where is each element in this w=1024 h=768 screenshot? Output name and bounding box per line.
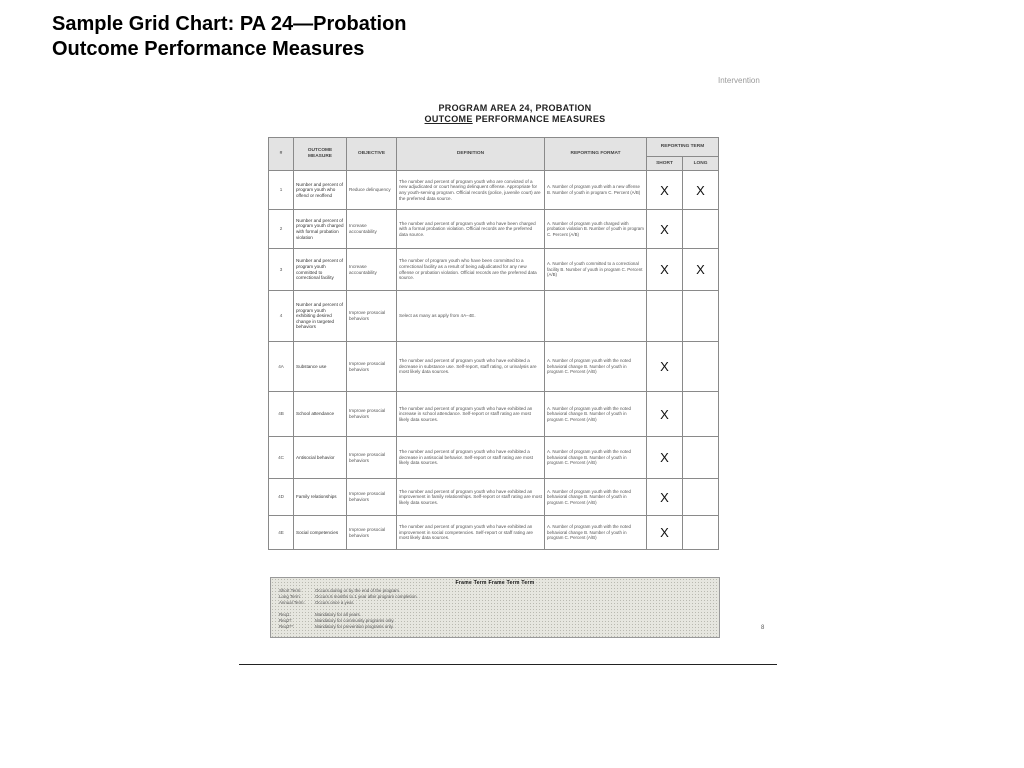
cell-format: A. Number of youth committed to a correctional facility B. Number of youth in program C. Percent (A/B): [545, 249, 647, 291]
cell-definition: The number and percent of program youth who have exhibited an increase in school attendance. Self-report or staff rating are most likely data sources.: [397, 392, 545, 437]
table-row: [269, 516, 719, 550]
document-heading: [380, 103, 650, 125]
cell-num: 3: [269, 249, 294, 291]
document-heading-line2: [380, 114, 650, 125]
legend-term: Annual Term:: [279, 600, 305, 605]
cell-definition: Select as many as apply from 4A–4E.: [397, 291, 545, 342]
cell-format: A. Number of program youth with the noted behavioral change B. Number of youth in program C. Percent (A/B): [545, 392, 647, 437]
table-row: [269, 392, 719, 437]
table-row: [269, 210, 719, 249]
legend-term: Req2*:: [279, 618, 293, 623]
cell-objective: Increase accountability: [347, 210, 397, 249]
cell-measure: Number and percent of program youth charged with formal probation violation: [294, 210, 347, 249]
legend-term: Long Term:: [279, 594, 301, 599]
header-outcome-measure: OUTCOME MEASURE: [294, 138, 347, 171]
cell-long: [683, 342, 719, 392]
legend-title: Frame Term Frame Term Term: [455, 580, 535, 586]
cell-measure: Antisocial behavior: [294, 437, 347, 479]
cell-num: 4D: [269, 479, 294, 516]
cell-long: [683, 291, 719, 342]
legend-row: [279, 588, 400, 594]
cell-short: X: [647, 342, 683, 392]
legend-desc: Occurs during or by the end of the program.: [315, 588, 401, 593]
cell-short: X: [647, 392, 683, 437]
cell-format: A. Number of program youth charged with probation violation B. Number of youth in program C. Percent (A/B): [545, 210, 647, 249]
document-heading-line1: PROGRAM AREA 24, PROBATION: [438, 103, 592, 113]
cell-short: X: [647, 249, 683, 291]
table-row: [269, 342, 719, 392]
table-row: [269, 291, 719, 342]
cell-objective: Improve prosocial behaviors: [347, 437, 397, 479]
cell-objective: Improve prosocial behaviors: [347, 392, 397, 437]
cell-measure: Number and percent of program youth who offend or reoffend: [294, 171, 347, 210]
legend-row: [279, 600, 354, 606]
slide-title-line1: Sample Grid Chart: PA 24—Probation: [52, 13, 407, 35]
cell-objective: Improve prosocial behaviors: [347, 479, 397, 516]
cell-short: X: [647, 171, 683, 210]
cell-short: X: [647, 479, 683, 516]
cell-long: [683, 437, 719, 479]
cell-format: A. Number of program youth with the noted behavioral change B. Number of youth in program C. Percent (A/B): [545, 516, 647, 550]
table-row: [269, 249, 719, 291]
cell-definition: The number and percent of program youth who have exhibited an improvement in social competencies. Self-report or staff rating are most likely data sources.: [397, 516, 545, 550]
legend-desc: Mandatory for prevention programs only.: [315, 624, 394, 629]
header-num: #: [269, 138, 294, 171]
cell-measure: Substance use: [294, 342, 347, 392]
legend-row: [279, 618, 394, 624]
cell-num: 2: [269, 210, 294, 249]
legend-term: Short Term:: [279, 588, 302, 593]
cell-measure: School attendance: [294, 392, 347, 437]
legend-desc: Mandatory for community programs only.: [315, 618, 395, 623]
cell-format: [545, 291, 647, 342]
cell-long: [683, 392, 719, 437]
cell-short: X: [647, 210, 683, 249]
legend-row: [279, 624, 394, 630]
header-reporting-format: REPORTING FORMAT: [545, 138, 647, 171]
heading-underlined-word: OUTCOME: [424, 114, 473, 124]
cell-measure: Family relationships: [294, 479, 347, 516]
cell-num: 1: [269, 171, 294, 210]
cell-long: [683, 479, 719, 516]
legend-term: Req3**:: [279, 624, 295, 629]
legend-term: Req1:: [279, 612, 291, 617]
cell-objective: Increase accountability: [347, 249, 397, 291]
cell-format: A. Number of program youth with the noted behavioral change B. Number of youth in program C. Percent (A/B): [545, 437, 647, 479]
cell-measure: Number and percent of program youth exhibiting desired change in targeted behaviors: [294, 291, 347, 342]
cell-num: 4E: [269, 516, 294, 550]
slide-title-line2: Outcome Performance Measures: [52, 38, 365, 60]
table-row: [269, 171, 719, 210]
table-row: [269, 437, 719, 479]
cell-measure: Social competencies: [294, 516, 347, 550]
cell-long: X: [683, 249, 719, 291]
cell-num: 4: [269, 291, 294, 342]
slide-title: [52, 12, 407, 62]
corner-label: Intervention: [718, 76, 760, 85]
cell-objective: Improve prosocial behaviors: [347, 291, 397, 342]
cell-objective: Improve prosocial behaviors: [347, 342, 397, 392]
horizontal-divider: [239, 664, 777, 665]
cell-definition: The number and percent of program youth who have exhibited an improvement in family relationships. Self-report or staff rating are most likely data sources.: [397, 479, 545, 516]
cell-objective: Reduce delinquency: [347, 171, 397, 210]
header-reporting-term: REPORTING TERM: [647, 138, 719, 157]
table-row: [269, 479, 719, 516]
legend-desc: Occurs once a year.: [315, 600, 355, 605]
header-long: LONG: [683, 157, 719, 171]
cell-num: 4C: [269, 437, 294, 479]
cell-num: 4B: [269, 392, 294, 437]
cell-format: A. Number of program youth with the noted behavioral change B. Number of youth in program C. Percent (A/B): [545, 342, 647, 392]
cell-format: A. Number of program youth with a new offense B. Number of youth in program C. Percent (A/B): [545, 171, 647, 210]
legend-desc: Mandatory for all years.: [315, 612, 361, 617]
cell-definition: The number of program youth who have been committed to a correctional facility as a result of being adjudicated for any new offense or probation violation. Official records are the preferred data source.: [397, 249, 545, 291]
legend-desc: Occurs 6 months to 1 year after program completion.: [315, 594, 418, 599]
cell-format: A. Number of program youth with the noted behavioral change B. Number of youth in program C. Percent (A/B): [545, 479, 647, 516]
cell-definition: The number and percent of program youth who have exhibited a decrease in substance use. Self-report, staff rating, or urinalysis are most likely data sources.: [397, 342, 545, 392]
cell-definition: The number and percent of program youth who have exhibited a decrease in antisocial behavior. Self-report or staff rating are most likely data sources.: [397, 437, 545, 479]
cell-short: X: [647, 437, 683, 479]
header-definition: DEFINITION: [397, 138, 545, 171]
page-number: 8: [761, 625, 765, 631]
cell-short: X: [647, 516, 683, 550]
cell-long: [683, 210, 719, 249]
cell-long: [683, 516, 719, 550]
performance-measures-table: [268, 137, 719, 550]
cell-long: X: [683, 171, 719, 210]
term-legend-box: [270, 577, 720, 638]
cell-measure: Number and percent of program youth committed to correctional facility: [294, 249, 347, 291]
heading-rest: PERFORMANCE MEASURES: [472, 114, 606, 124]
cell-objective: Improve prosocial behaviors: [347, 516, 397, 550]
header-short: SHORT: [647, 157, 683, 171]
header-objective: OBJECTIVE: [347, 138, 397, 171]
cell-definition: The number and percent of program youth who have been charged with a formal probation violation. Official records are the preferred data source.: [397, 210, 545, 249]
cell-definition: The number and percent of program youth who are convicted of a new adjudicated or court hearing delinquent offense. Appropriate for any youth-serving program. Official records (police, juvenile court) are the preferred data source.: [397, 171, 545, 210]
legend-row: [279, 612, 361, 618]
cell-num: 4A: [269, 342, 294, 392]
legend-row: [279, 594, 418, 600]
cell-short: [647, 291, 683, 342]
